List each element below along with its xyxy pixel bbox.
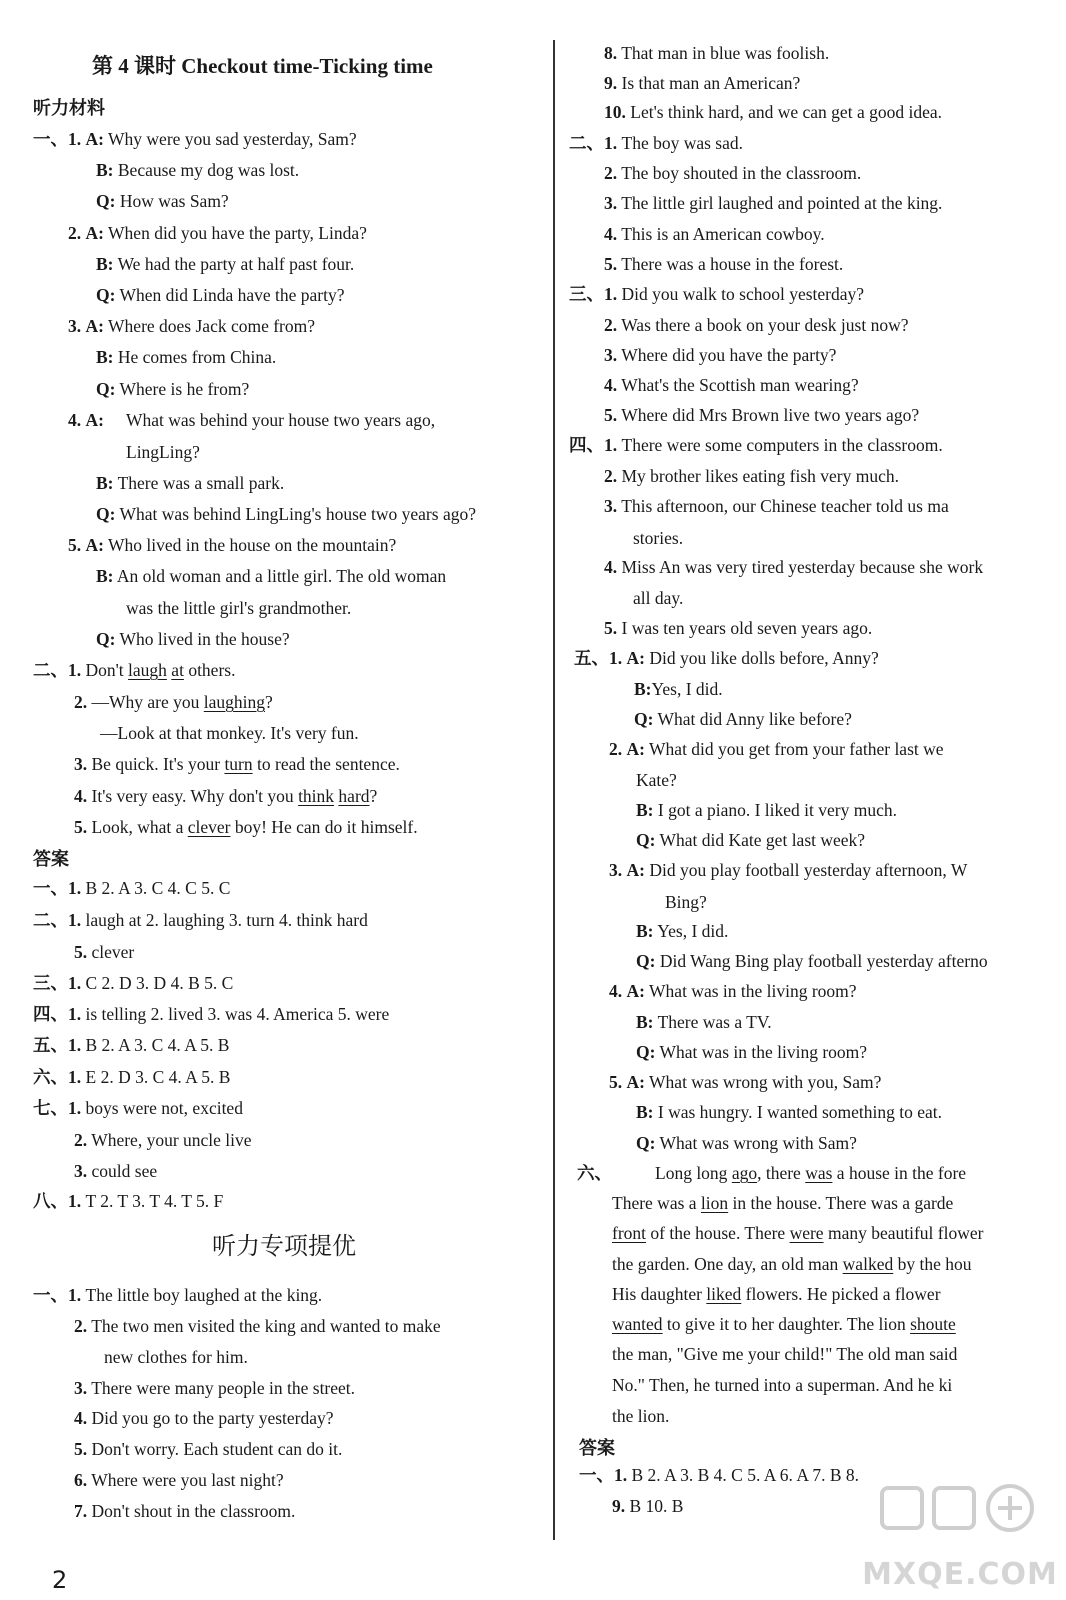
list-item: 2. —Why are you laughing? [74, 692, 273, 712]
list-item: B: We had the party at half past four. [96, 254, 355, 274]
list-item: 3. A: Did you play football yesterday afternoon, W [609, 860, 968, 880]
answers-heading: 答案 [579, 1438, 615, 1458]
list-item: 9. Is that man an American? [604, 73, 801, 93]
story-label: 六、 [577, 1163, 612, 1183]
list-item: 5. I was ten years old seven years ago. [604, 618, 873, 638]
list-item: 5. Where did Mrs Brown live two years ago? [604, 405, 920, 425]
list-item: 一、1. The little boy laughed at the king. [33, 1285, 323, 1305]
list-item: 三、1. Did you walk to school yesterday? [569, 284, 865, 304]
list-item: 3. This afternoon, our Chinese teacher told us ma [604, 496, 949, 516]
list-item: B: I was hungry. I wanted something to eat. [636, 1102, 943, 1122]
list-item: was the little girl's grandmother. [126, 598, 352, 618]
list-item: 4. This is an American cowboy. [604, 224, 825, 244]
list-item: 一、1. A: Why were you sad yesterday, Sam? [33, 129, 357, 149]
section-title: 听力专项提优 [212, 1232, 356, 1260]
list-item: 3. Be quick. It's your turn to read the sentence. [74, 754, 400, 774]
list-item: new clothes for him. [104, 1347, 248, 1367]
list-item: 2. Was there a book on your desk just now? [604, 315, 909, 335]
list-item: all day. [633, 588, 684, 608]
list-item: 五、1. A: Did you like dolls before, Anny? [574, 648, 879, 668]
story-line: front of the house. There were many beautiful flower [612, 1223, 984, 1243]
list-item: 4. A: What was in the living room? [609, 981, 857, 1001]
story-line: the man, "Give me your child!" The old man said [612, 1344, 958, 1364]
story-line: Long long ago, there was a house in the fore [655, 1163, 967, 1183]
answer-row: 四、1. is telling 2. lived 3. was 4. America 5. were [33, 1004, 390, 1024]
list-item: Q: What was in the living room? [636, 1042, 868, 1062]
list-item: Q: What was behind LingLing's house two years ago? [96, 504, 476, 524]
list-item: 2. The boy shouted in the classroom. [604, 163, 862, 183]
list-item: B: He comes from China. [96, 347, 277, 367]
story-line: wanted to give it to her daughter. The lion shoute [612, 1314, 956, 1334]
list-item: Q: What did Anny like before? [634, 709, 852, 729]
list-item: Q: Did Wang Bing play football yesterday afterno [636, 951, 988, 971]
list-item: B: I got a piano. I liked it very much. [636, 800, 897, 820]
list-item: Bing? [665, 892, 707, 912]
answer-row: 5. clever [74, 942, 135, 962]
list-item: 5. Look, what a clever boy! He can do it himself. [74, 817, 418, 837]
watermark-logo-icon [872, 1480, 1052, 1540]
list-item: Q: Where is he from? [96, 379, 250, 399]
story-line: His daughter liked flowers. He picked a flower [612, 1284, 941, 1304]
list-item: 二、1. Don't laugh at others. [33, 660, 236, 680]
list-item: 四、1. There were some computers in the classroom. [569, 435, 943, 455]
list-item: 3. A: Where does Jack come from? [68, 316, 316, 336]
list-item: 5. Don't worry. Each student can do it. [74, 1439, 343, 1459]
list-item: Q: How was Sam? [96, 191, 229, 211]
answer-row: 一、1. B 2. A 3. B 4. C 5. A 6. A 7. B 8. [579, 1465, 860, 1485]
list-item: stories. [633, 528, 684, 548]
listening-heading: 听力材料 [33, 98, 105, 118]
answer-row: 二、1. laugh at 2. laughing 3. turn 4. think hard [33, 910, 368, 930]
list-item: 3. The little girl laughed and pointed at the king. [604, 193, 943, 213]
story-line: No." Then, he turned into a superman. And he ki [612, 1375, 953, 1395]
list-item: B: An old woman and a little girl. The old woman [96, 566, 447, 586]
answer-row: 三、1. C 2. D 3. D 4. B 5. C [33, 973, 234, 993]
page-number: 2 [52, 1566, 68, 1594]
list-item: Q: What did Kate get last week? [636, 830, 866, 850]
list-item: LingLing? [126, 442, 200, 462]
story-line: the lion. [612, 1406, 670, 1426]
story-line: There was a lion in the house. There was a garde [612, 1193, 954, 1213]
list-item: B: There was a small park. [96, 473, 285, 493]
list-item: 4. Miss An was very tired yesterday because she work [604, 557, 984, 577]
list-item: 10. Let's think hard, and we can get a good idea. [604, 102, 942, 122]
list-item: 6. Where were you last night? [74, 1470, 284, 1490]
list-item: 2. A: When did you have the party, Linda? [68, 223, 367, 243]
list-item: Q: When did Linda have the party? [96, 285, 345, 305]
list-item: B: There was a TV. [636, 1012, 772, 1032]
list-item: 5. A: Who lived in the house on the mountain? [68, 535, 397, 555]
watermark-text: MXQE.COM [862, 1557, 1058, 1592]
list-item: 2. A: What did you get from your father last we [609, 739, 944, 759]
list-item: 7. Don't shout in the classroom. [74, 1501, 296, 1521]
answer-row: 六、1. E 2. D 3. C 4. A 5. B [33, 1067, 231, 1087]
list-item: 4. A: What was behind your house two years ago, [68, 410, 436, 430]
list-item: 8. That man in blue was foolish. [604, 43, 830, 63]
list-item: 3. Where did you have the party? [604, 345, 837, 365]
lesson-title: 第 4 课时 Checkout time-Ticking time [92, 54, 433, 78]
list-item: B: Yes, I did. [636, 921, 729, 941]
list-item: 5. A: What was wrong with you, Sam? [609, 1072, 882, 1092]
list-item: B: Because my dog was lost. [96, 160, 300, 180]
list-item: B:Yes, I did. [634, 679, 723, 699]
list-item: 2. The two men visited the king and wanted to make [74, 1316, 441, 1336]
column-divider [553, 40, 555, 1540]
list-item: 4. It's very easy. Why don't you think hard? [74, 786, 378, 806]
answer-row: 2. Where, your uncle live [74, 1130, 252, 1150]
list-item: 5. There was a house in the forest. [604, 254, 844, 274]
list-item: Kate? [636, 770, 677, 790]
list-item: 2. My brother likes eating fish very much. [604, 466, 900, 486]
answer-row: 一、1. B 2. A 3. C 4. C 5. C [33, 878, 231, 898]
list-item: Q: What was wrong with Sam? [636, 1133, 857, 1153]
answer-row: 3. could see [74, 1161, 158, 1181]
answer-row: 七、1. boys were not, excited [33, 1098, 243, 1118]
story-line: the garden. One day, an old man walked by the hou [612, 1254, 972, 1274]
list-item: 3. There were many people in the street. [74, 1378, 356, 1398]
watermark [860, 1470, 1060, 1600]
list-item: —Look at that monkey. It's very fun. [100, 723, 359, 743]
list-item: 4. What's the Scottish man wearing? [604, 375, 859, 395]
list-item: Q: Who lived in the house? [96, 629, 290, 649]
answers-heading: 答案 [33, 849, 69, 869]
answer-row: 9. B 10. B [612, 1496, 684, 1516]
list-item: 二、1. The boy was sad. [569, 133, 744, 153]
answer-row: 八、1. T 2. T 3. T 4. T 5. F [33, 1191, 224, 1211]
answer-row: 五、1. B 2. A 3. C 4. A 5. B [33, 1035, 230, 1055]
list-item: 4. Did you go to the party yesterday? [74, 1408, 334, 1428]
